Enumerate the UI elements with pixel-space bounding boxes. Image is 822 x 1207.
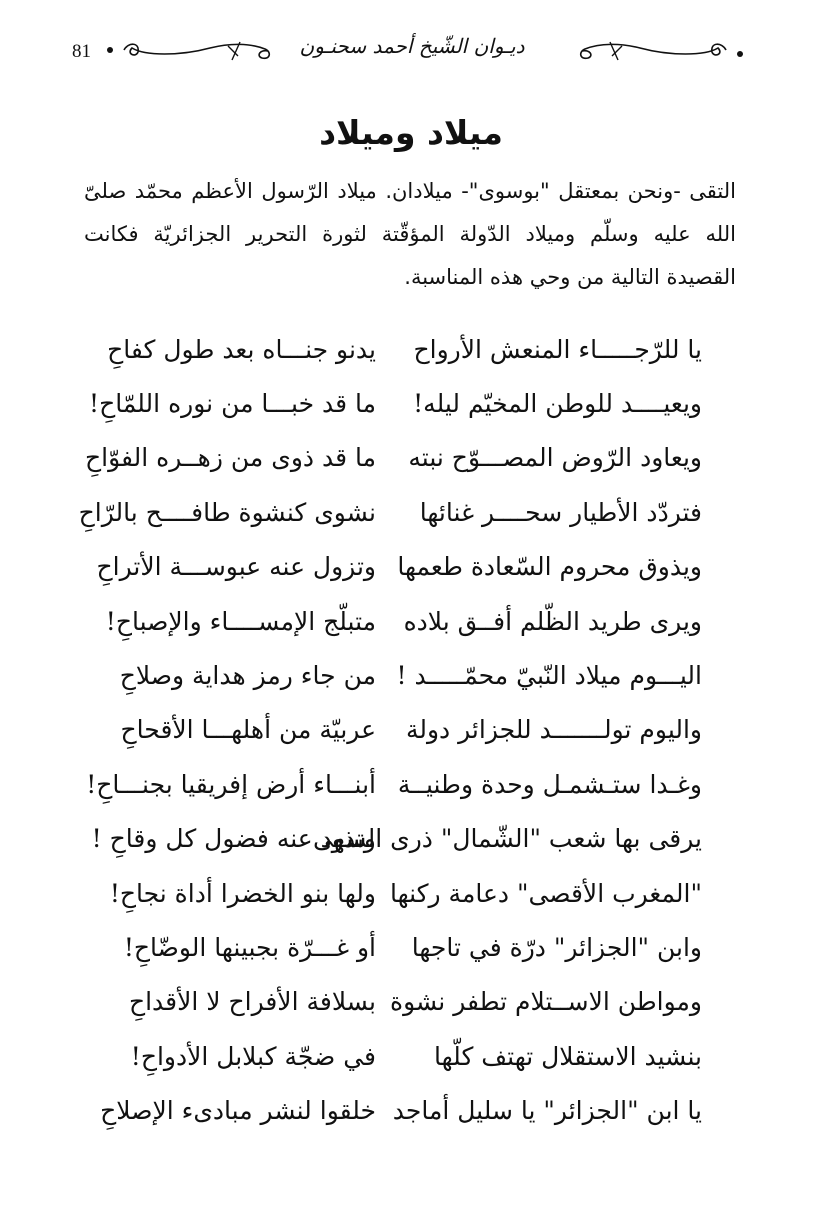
first-hemistich: ويرى طريد الظّلم أفــق بلاده — [403, 606, 702, 636]
first-hemistich: "المغرب الأقصى" دعامة ركنها — [389, 878, 702, 908]
verse-line — [80, 594, 702, 648]
first-hemistich: ويذوق محروم السّعادة طعمها — [397, 552, 702, 582]
book-title: ديـوان الشّيخ أحمد سحنـون — [299, 34, 525, 58]
verse-line — [80, 376, 702, 430]
first-hemistich: بنشيد الاستقلال تهتف كلّها — [434, 1041, 702, 1071]
first-hemistich: وابن "الجزائر" درّة في تاجها — [411, 932, 702, 962]
second-hemistich: وتذود عنه فضول كل وقاحِ ! — [91, 824, 376, 854]
intro-paragraph: التقى -ونحن بمعتقل "بوسوى"- ميلادان. ميلاد الرّسول الأعظم محمّد صلىّ الله عليه وسلّم وميلاد الدّولة المؤقّتة لثورة التحرير الجزائريّة فكانت القصيدة التالية من وحي هذه المناسبة. — [84, 179, 736, 289]
second-hemistich: ما قد ذوى من زهــره الفوّاحِ — [84, 443, 376, 473]
first-hemistich: يا للرّجـــــاء المنعش الأرواح — [413, 334, 702, 364]
page-header — [60, 26, 764, 76]
first-hemistich: ومواطن الاســتلام تطفر نشوة — [389, 987, 702, 1017]
second-hemistich: عربيّة من أهلهـــا الأقحاحِ — [120, 715, 376, 745]
first-hemistich: ويعيــــد للوطن المخيّم ليله! — [413, 389, 702, 419]
verse-line — [80, 975, 702, 1029]
second-hemistich: وتزول عنه عبوســـة الأتراحِ — [96, 552, 376, 582]
second-hemistich: يدنو جنـــاه بعد طول كفاحِ — [107, 334, 376, 364]
second-hemistich: ولها بنو الخضرا أداة نجاحِ! — [109, 878, 376, 908]
page-number: 81 — [72, 41, 91, 62]
verse-line — [80, 322, 702, 376]
verse-line — [80, 648, 702, 702]
verse-line — [80, 703, 702, 757]
verse-line — [80, 757, 702, 811]
verse-line — [80, 485, 702, 539]
first-hemistich: فتردّد الأطيار سحــــر غنائها — [419, 497, 702, 527]
first-hemistich: واليوم تولـــــــد للجزائر دولة — [405, 715, 702, 745]
verse-line — [80, 812, 702, 866]
second-hemistich: ما قد خبـــا من نوره اللمّاحِ! — [89, 389, 376, 419]
flourish-ornament-icon — [565, 34, 750, 66]
second-hemistich: متبلّج الإمســــاء والإصباحِ! — [105, 606, 376, 636]
second-hemistich: خلقوا لنشر مبادىء الإصلاحِ — [100, 1096, 376, 1126]
first-hemistich: يرقى بها شعب "الشّمال" ذرى السهى — [312, 824, 702, 854]
verse-line — [80, 920, 702, 974]
poem-title: ميلاد وميلاد — [319, 113, 503, 152]
first-hemistich: وغـدا ستـشمـل وحدة وطنيــة — [397, 769, 702, 799]
verse-line — [80, 431, 702, 485]
first-hemistich: يا ابن "الجزائر" يا سليل أماجد — [392, 1096, 702, 1126]
second-hemistich: بسلافة الأفراح لا الأقداحِ — [128, 987, 376, 1017]
verse-line — [80, 866, 702, 920]
second-hemistich: من جاء رمز هداية وصلاحِ — [119, 661, 376, 691]
verse-line — [80, 1029, 702, 1083]
second-hemistich: أو غـــرّة بجبينها الوضّاحِ! — [123, 932, 376, 962]
first-hemistich: اليـــوم ميلاد النّبيّ محمّـــــد ! — [396, 661, 702, 691]
first-hemistich: ويعاود الرّوض المصـــوّح نبته — [408, 443, 702, 473]
second-hemistich: في ضجّة كبلابل الأدواحِ! — [130, 1041, 376, 1071]
verse-list — [80, 322, 702, 1138]
verse-line — [80, 540, 702, 594]
second-hemistich: أبنـــاء أرض إفريقيا بجنـــاحِ! — [86, 769, 376, 799]
verse-line — [80, 1083, 702, 1137]
second-hemistich: نشوى كنشوة طافــــح بالرّاحِ — [78, 497, 376, 527]
